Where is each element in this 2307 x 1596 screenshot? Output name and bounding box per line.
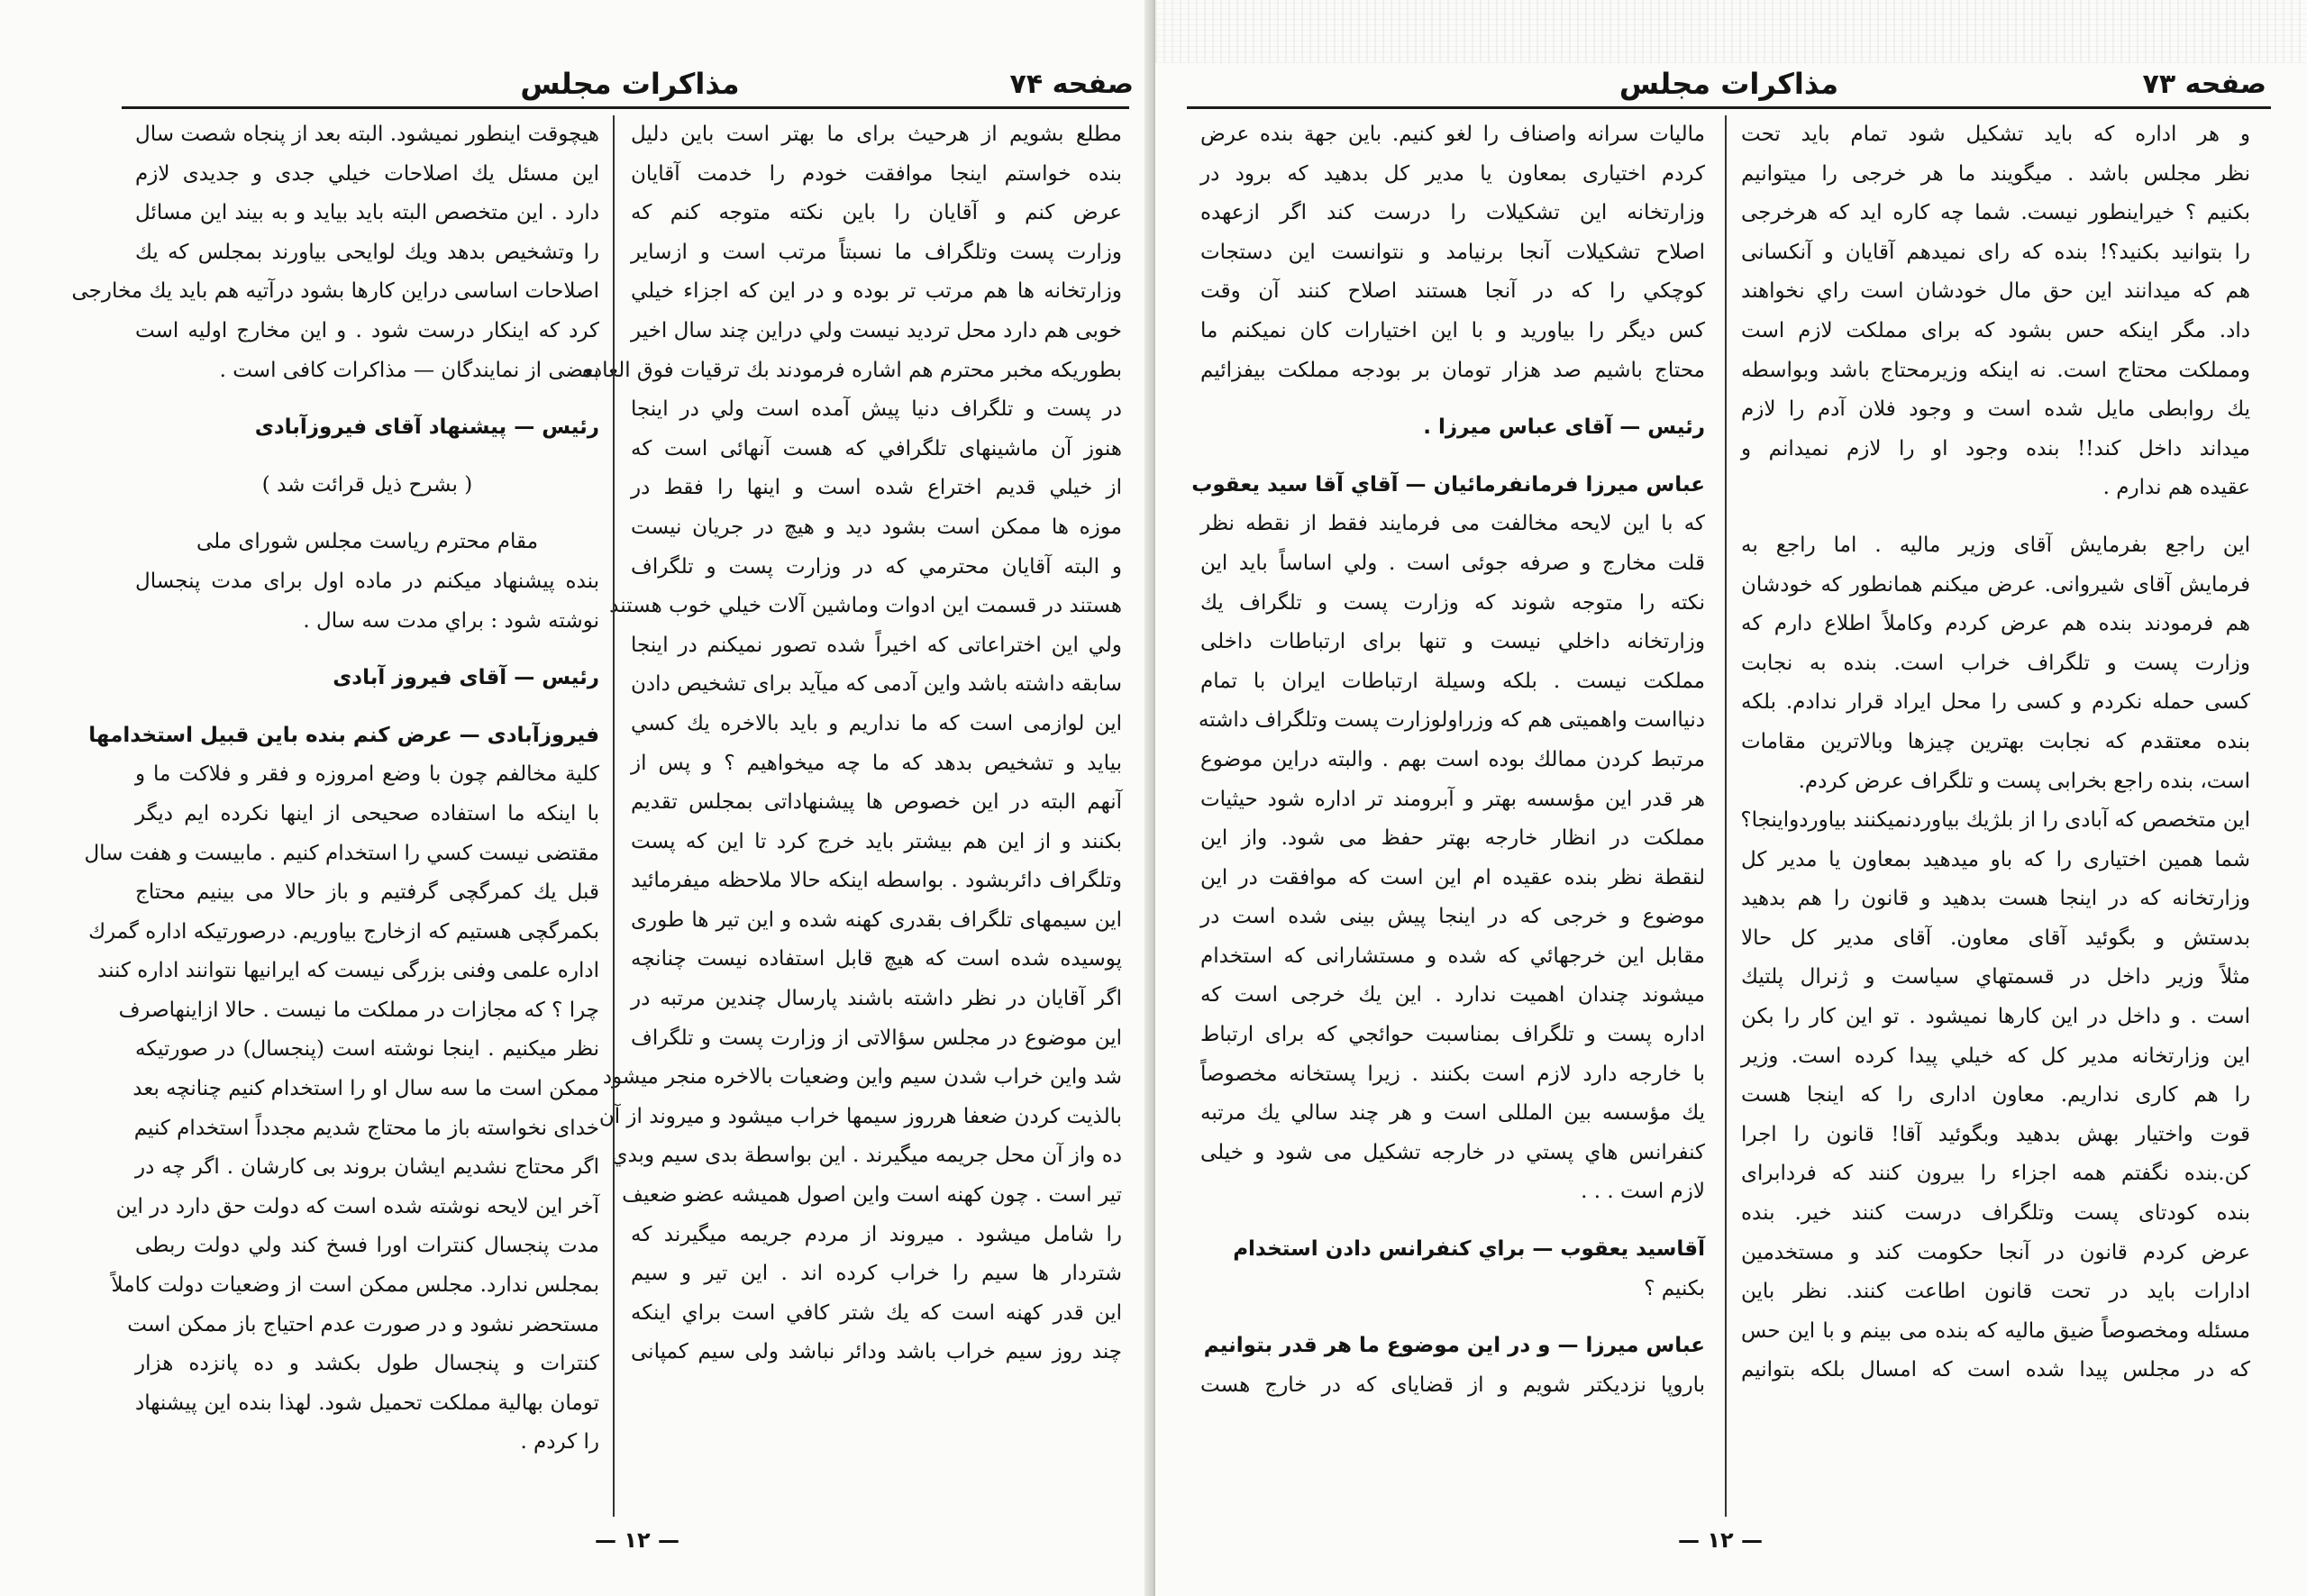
text-line: هم كه ميدانند اين حق مال خودشان است راي نخواهند xyxy=(1741,279,2250,304)
text-line: بكمرگچى هستيم كه ازخارج بياوريم. درصورتيكه اداره گمرك xyxy=(88,919,599,944)
text-line: بالذيت كردن ضعفا هرروز سيمها خراب ميشود و ميروند از آن xyxy=(598,1104,1122,1128)
text-line: مملكت نيست . بلكه وسيلة ارتباطات ايران با تمام xyxy=(1200,669,1705,693)
text-line: را بتوانيد بكنيد؟! بنده كه راى نميدهم آقايان و آنكسانى xyxy=(1741,240,2250,264)
text-line: اصلاحات اساسى دراين كارها بشود درآتيه هم بايد يك مخارجى xyxy=(71,279,599,304)
text-line: اگر محتاج نشديم ايشان بروند بى كارشان . اگر چه در xyxy=(135,1155,599,1180)
paragraph-gap xyxy=(1741,508,2250,526)
text-line: را هم كارى نداريم. معاون ادارى را كه اينجا هست xyxy=(1741,1083,2250,1108)
paragraph-gap xyxy=(135,698,599,716)
text-line: دارد . اين متخصص البته بايد بيايد و به بيند اين مسائل xyxy=(135,201,599,225)
text-line: قبل يك كمرگچى گرفتيم و باز حالا مى بينيم محتاج xyxy=(135,880,599,905)
text-line: شد واين خراب شدن سيم واين وضعيات بالاخره منجر ميشود xyxy=(602,1065,1122,1090)
text-line: فيروزآبادى — عرض كنم بنده باين قبيل استخدامها xyxy=(88,723,599,747)
text-line: هر قدر اين مؤسسه بهتر و آبرومند تر اداره شود حيثيات xyxy=(1200,787,1705,811)
text-line: كوچكي را كه در آنجا هستند اصلاح كنند آن وقت xyxy=(1200,279,1705,304)
text-line: عباس ميرزا فرمانفرمائيان — آقاي آقا سيد يعقوب xyxy=(1191,472,1705,497)
text-line: هم فرمودند بنده هم عرض كردم وكاملاً اطلاع دارم كه xyxy=(1741,612,2250,636)
text-line: رئيس — پيشنهاد آقاى فيروزآبادى xyxy=(254,415,599,440)
text-line: كنترات و پنجسال طول بكشد و ده پانزده هزار xyxy=(135,1352,599,1376)
text-line: نظر مجلس باشد . ميگويند ما هر خرجى را ميتوانيم xyxy=(1741,161,2250,186)
text-line: وزارت پست و تلگراف خراب است. بنده به نجابت xyxy=(1741,651,2250,675)
text-line: بنده پيشنهاد ميكنم در ماده اول براى مدت پنجسال xyxy=(135,569,599,593)
text-line: اين سيمهاى تلگراف بقدرى كهنه شده و اين تير ها طورى xyxy=(631,907,1122,932)
text-line: است، بنده راجع بخرابى پست و تلگراف عرض كردم. xyxy=(1798,769,2250,793)
page-title: مذاکرات مجلس xyxy=(520,67,740,101)
text-line: مستحضر نشود و در صورت عدم احتياج باز ممكن است xyxy=(127,1312,599,1336)
paragraph-gap xyxy=(1200,1309,1705,1327)
text-line: كه در مجلس پيدا شده است كه امسال بلكه بتوانيم xyxy=(1741,1358,2250,1382)
text-line: محتاج باشيم صد هزار تومان بر بودجه مملكت بيفزائيم xyxy=(1200,358,1705,382)
text-line: با اينكه ما استفاده صحيحى از اينها نكرده ايم ديگر xyxy=(135,801,599,825)
text-line: بنده خواستم اينجا موافقت خودم را خدمت آقايان xyxy=(631,161,1122,186)
text-line: ماليات سرانه واصناف را لغو كنيم. باين جهة بنده عرض xyxy=(1200,123,1705,146)
column-divider xyxy=(1725,115,1727,1517)
text-line: مدت پنجسال كنترات اورا فسخ كند ولي دولت ربطى xyxy=(135,1234,599,1258)
page-number: صفحه ۷۳ xyxy=(2142,68,2266,100)
text-line: كس ديگر را بياوريد و با اين اختيارات كان نميكنم ما xyxy=(1200,318,1705,342)
text-line: رئيس — آقاى فيروز آبادى xyxy=(333,666,599,690)
text-line: اين متخصص كه آبادى را از بلژيك بياوردنميكنند بياوردواينجا؟ xyxy=(1740,808,2250,833)
text-line: وزارتخانه كه در اينجا هست بدهيد و قانون را هم بدهيد xyxy=(1741,887,2250,911)
text-line: با خارجه دارد لازم است بكنند . زيرا پستخانه مخصوصاً xyxy=(1200,1062,1705,1086)
text-line: و البته آقايان محترمي كه در وزارت پست و تلگراف xyxy=(631,554,1122,579)
text-line: اصلاح تشكيلات آنجا برنيامد و نتوانست اين دستجات xyxy=(1200,240,1705,264)
text-line: از خيلي قديم اختراع شده است و اينها را فقط در xyxy=(631,476,1122,500)
right-page-left-column xyxy=(1191,115,1705,1405)
text-line: خداى نخواسته باز ما محتاج شديم مجدداً استخدام كنيم xyxy=(133,1116,599,1140)
text-line: نكته را متوجه شوند كه وزارت پست و تلگراف يك xyxy=(1200,590,1705,615)
text-line: فرمايش آقاى شيروانى. عرض ميكنم همانطور كه خودشان xyxy=(1741,572,2250,597)
paragraph-gap xyxy=(1200,1212,1705,1230)
text-line: عرض كنم و آقايان را باين نكته متوجه كنم كه xyxy=(631,201,1122,225)
text-line: مسئله ومخصوصاً ضيق ماليه كه بنده مى بينم و با اين حس xyxy=(1741,1318,2250,1343)
text-line: مطلع بشويم از هرحيث براى ما بهتر است باين دليل xyxy=(631,123,1122,146)
text-line: ادارات بايد در تحت قانون اطاعت كنند. نظر باين xyxy=(1741,1280,2250,1304)
text-line: رئيس — آقاى عباس ميرزا . xyxy=(1423,415,1705,440)
text-line: اداره پست و تلگراف بمناسبت حوائجي كه براى ارتباط xyxy=(1200,1023,1705,1047)
scan-noise xyxy=(1155,0,2307,63)
text-line: شما همين اختيارى را كه باو ميدهيد بمعاون يا مدير كل xyxy=(1741,847,2250,871)
text-line: آقاسيد يعقوب — براي كنفرانس دادن استخدام xyxy=(1233,1237,1705,1262)
text-line: لازم است . . . xyxy=(1581,1180,1705,1204)
text-line: شتردار ها سيم را خراب كرده اند . اين تير و سيم xyxy=(631,1262,1122,1286)
text-line: بعضى از نمايندگان — مذاكرات كافى است . xyxy=(219,358,599,382)
paragraph-gap xyxy=(135,390,599,408)
text-line: وزارتخانه اين تشكيلات را درست كند اگر ازعهده xyxy=(1200,201,1705,225)
text-line: كردم اختيارى بمعاون يا مدير كل بدهيد كه برود در xyxy=(1200,161,1705,186)
text-line: بكنيم ؟ xyxy=(1644,1276,1705,1300)
header-rule xyxy=(1187,106,2271,109)
text-line: وزارت پست وتلگراف ما نسبتاً مرتب است و ازساير xyxy=(631,240,1122,264)
text-line: اين قدر كهنه است كه يك شتر كافي است براي اينكه xyxy=(631,1300,1122,1325)
text-line: اين موضوع در مجلس سؤالاتى از وزارت پست و تلگراف xyxy=(631,1026,1122,1050)
text-line: ممكن است ما سه سال او را استخدام كنيم چنانچه بعد xyxy=(132,1077,599,1101)
text-line: مقام محترم رياست مجلس شوراى ملى xyxy=(196,530,539,554)
text-line: پوسيده شده است كه هيچ قابل استفاده نيست چنانچه xyxy=(631,947,1122,971)
text-line: در پست و تلگراف دنيا پيش آمده است ولي در اينجا xyxy=(631,397,1122,422)
paragraph-gap xyxy=(1200,448,1705,466)
text-line: بمجلس ندارد. مجلس ممكن است از وضعيات دولت كاملاً xyxy=(111,1273,599,1298)
text-line: بكنيم ؟ خيراينطور نيست. شما چه كاره ايد كه هرخرجى xyxy=(1741,201,2250,225)
text-line: هيچوقت اينطور نميشود. البته بعد از پنجاه شصت سال xyxy=(135,123,599,146)
text-line: اين لوازمى است كه ما نداريم و بايد بالاخره يك كسي xyxy=(631,711,1122,735)
text-line: قوت واختيار بهش بدهيد وبگوئيد آقا! قانون را اجرا xyxy=(1741,1122,2250,1146)
text-line: كلية مخالفم چون با وضع امروزه و فقر و فلاكت ما و xyxy=(135,762,599,787)
text-line: مقابل اين خرجهائي كه شده و مستشارانى كه استخدام xyxy=(1200,944,1705,968)
text-line: هستند در قسمت اين ادوات وماشين آلات خيلي خوب هستند xyxy=(609,594,1122,618)
text-line: را شامل ميشود . ميروند از مردم جريمه ميگيرند كه xyxy=(631,1222,1122,1246)
text-line: تير است . چون كهنه است واين اصول هميشه عضو ضعيف xyxy=(622,1183,1122,1208)
text-line: چرا ؟ كه مجازات در مملكت ما نيست . حالا ازاينهاصرف xyxy=(118,998,599,1022)
text-line: اگر آقايان در نظر داشته باشند پارسال چندين مرتبه در xyxy=(631,987,1122,1011)
paragraph-gap xyxy=(135,641,599,659)
header-rule xyxy=(122,106,1129,109)
text-line: مرتبط كردن ممالك بوده است بهم . والبته دراين موضوع xyxy=(1200,747,1705,771)
text-line: خوبى هم دارد محل ترديد نيست ولي دراين چند سال اخير xyxy=(631,318,1122,342)
right-page xyxy=(1155,0,2307,1596)
text-line: دنيااست واهميتى هم كه وزراولوزارت پست وتلگراف داشته xyxy=(1198,708,1705,733)
text-line: آنهم البته در اين خصوص ها پيشنهاداتى بمجلس تقديم xyxy=(631,790,1122,815)
text-line: باروپا نزديكتر شويم و از قضاياى كه در خارج هست xyxy=(1200,1373,1705,1397)
text-line: عرض كردم قانون در آنجا حكومت كند و مستخدمين xyxy=(1741,1240,2250,1264)
text-line: بكنند و از اين هم بيشتر بايد خرج كرد تا اين كه پست xyxy=(631,829,1122,853)
left-page xyxy=(0,0,1152,1596)
text-line: و هر اداره كه بايد تشكيل شود تمام بايد تحت xyxy=(1741,123,2250,146)
text-line: قلت مخارج و صرفه جوئى است . ولي اساساً بايد اين xyxy=(1200,551,1705,575)
text-line: عقيده هم ندارم . xyxy=(2102,476,2250,500)
text-line: هنوز آن ماشينهاى تلگرافي كه هست آنهائى است كه xyxy=(631,436,1122,461)
text-line: بطوريكه مخبر محترم هم اشاره فرمودند بك ترقيات فوق العاده xyxy=(581,358,1122,382)
text-line: مقتضى نيست كسي را استخدام كنيم . مابيست و هفت سال xyxy=(84,841,599,865)
text-line: وتلگراف دائربشود . بواسطه اينكه حالا ملاحظه ميفرمائيد xyxy=(631,869,1122,893)
text-line: كه با اين لايحه مخالفت مى فرمايند فقط از نقطه نظر xyxy=(1200,512,1705,536)
text-line: آخر اين لايحه نوشته شده است كه دولت حق دارد در اين xyxy=(115,1194,599,1218)
text-line: يك روابطى مايل شده است و وجود فلان آدم را لازم xyxy=(1741,397,2250,422)
text-line: ولي اين اختراعاتى كه اخيراً شده تصور نميكنم در اينجا xyxy=(631,633,1122,657)
text-line: است . و داخل در اين كارها نميشود . تو اين كار را بكن xyxy=(1741,1005,2250,1029)
right-page-header xyxy=(1191,63,2266,105)
page-footer: — ۱۲ — xyxy=(595,1528,680,1553)
text-line: كسى حمله نكردم و كسى را محل ايراد قرار ندادم. بلكه xyxy=(1741,690,2250,715)
column-divider xyxy=(613,115,615,1517)
text-line: اين وزارتخانه مدير كل كه خيلي پيدا كرده است. وزير xyxy=(1741,1044,2250,1068)
text-line: ومملكت محتاج است. نه اينكه وزيرمحتاج باشد وبواسطه xyxy=(1741,358,2250,382)
paragraph-gap xyxy=(135,505,599,523)
text-line: اداره علمى وفنى بزرگى نيست كه ايرانيها نتوانند اداره كنند xyxy=(97,959,599,983)
text-line: نظر ميكنيم . اينجا نوشته است (پنجسال) در صورتيكه xyxy=(135,1037,599,1062)
text-line: ميداند داخل كند!! بنده وجود او را لازم نميدانم و xyxy=(1741,436,2250,461)
text-line: نوشته شود : براي مدت سه سال . xyxy=(303,608,599,633)
paragraph-gap xyxy=(135,448,599,466)
text-line: وزارتخانه ها هم مرتب تر بوده و در اين كه اجزاء خيلي xyxy=(631,279,1122,304)
text-line: را وتشخيص بدهد ويك لوايحى بياورند بمجلس كه يك xyxy=(135,240,599,264)
text-line: بيايد و تشخيص بدهد كه ما چه ميخواهيم ؟ و پس از xyxy=(631,751,1122,775)
text-line: ميشوند چندان اهميت ندارد . اين يك خرجى است كه xyxy=(1200,983,1705,1008)
text-line: وزارتخانه داخلي نيست و تنها براى ارتباطات داخلى xyxy=(1200,630,1705,654)
paragraph-gap xyxy=(1200,390,1705,408)
text-line: سابقه داشته باشد واين آدمى كه ميآيد براى تشخيص دادن xyxy=(631,672,1122,697)
page-number: صفحه ۷۴ xyxy=(1009,68,1134,100)
page-title: مذاكرات مجلس xyxy=(1619,67,1839,101)
text-line: تومان بهالية مملكت تحميل شود. لهذا بنده اين پيشنهاد xyxy=(135,1391,599,1415)
text-line: ( بشرح ذيل قرائت شد ) xyxy=(261,472,473,497)
text-line: موضوع و خرجى كه در اينجا پيش بينى شده است در xyxy=(1200,905,1705,929)
text-line: لنقطة نظر بنده عقيده ام اين است كه موافقت در اين xyxy=(1200,865,1705,889)
text-line: مثلاً وزير داخل در قسمتهاي سياست و ژنرال پلتيك xyxy=(1741,965,2250,990)
right-page-right-column xyxy=(1741,115,2250,1391)
text-line: بنده كودتاى پست وتلگراف درست كنند خير. بنده xyxy=(1741,1201,2250,1226)
text-line: بدستش و بگوئيد آقاى معاون. آقاى مدير كل حالا xyxy=(1741,926,2250,950)
text-line: مملكت در انظار خارجه بهتر حفظ مى شود. واز اين xyxy=(1200,826,1705,851)
text-line: كنفرانس هاي پستي در خارجه تشكيل مى شود و خيلى xyxy=(1200,1140,1705,1164)
text-line: يك مؤسسه بين المللى است و هر چند سالي يك مرتبه xyxy=(1200,1101,1705,1126)
text-line: را كردم . xyxy=(520,1430,599,1455)
text-line: اين مسئل يك اصلاحات خيلي جدى و جديدى لازم xyxy=(135,161,599,186)
text-line: اين راجع بفرمايش آقاى وزير ماليه . اما راجع به xyxy=(1741,533,2250,557)
left-page-left-column xyxy=(71,115,599,1463)
left-page-right-column xyxy=(581,115,1122,1373)
page-footer: — ۱۲ — xyxy=(1678,1528,1764,1553)
text-line: كرد كه اينكار درست شود . و اين مخارج اوليه است xyxy=(135,318,599,342)
text-line: كن.بنده نگفتم همه اجزاء را بيرون كنند كه فردابراى xyxy=(1741,1162,2250,1186)
text-line: عباس ميرزا — و در اين موضوع ما هر قدر بتوانيم xyxy=(1203,1334,1705,1358)
text-line: موزه ها ممكن است بشود ديد و هيچ در جريان نيست xyxy=(631,515,1122,539)
text-line: ده واز آن محل جريمه ميگيرند . اين بواسطة بدى سيم وبدي xyxy=(611,1144,1122,1168)
text-line: داد. مگر اينكه حس بشود كه براى مملكت لازم است xyxy=(1741,318,2250,342)
text-line: بنده معتقدم كه نجابت بهترين چيزها وبالاترين مقامات xyxy=(1741,729,2250,753)
left-page-header xyxy=(126,63,1134,105)
text-line: چند روز سيم خراب باشد ودائر نباشد ولى سيم كمپانى xyxy=(631,1340,1122,1364)
